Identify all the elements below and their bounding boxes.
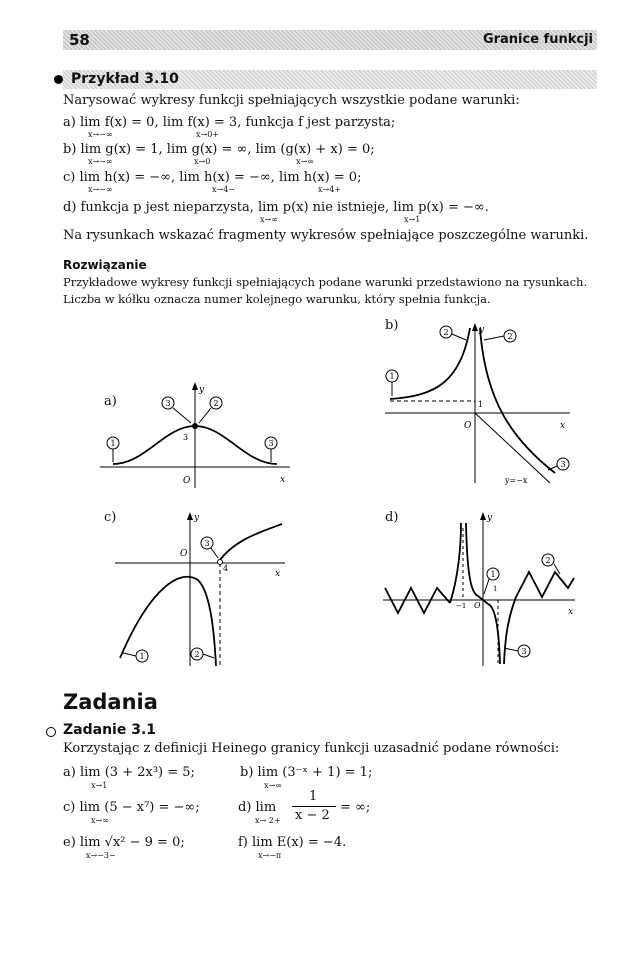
task-circle-icon <box>46 727 56 737</box>
condition-c-sub: x→4+ <box>318 185 342 194</box>
tick-pos-label: 1 <box>493 585 498 593</box>
page-header <box>63 30 597 50</box>
marker: 3 <box>268 439 274 448</box>
condition-d-sub: x→1 <box>404 215 421 224</box>
task-title: Zadanie 3.1 <box>63 722 157 738</box>
task-d-frac-num: 1 <box>309 789 318 804</box>
task-d-frac-den: x − 2 <box>295 808 330 823</box>
task-e: e) lim √x² − 9 = 0; <box>63 835 185 850</box>
condition-d-sub: x→∞ <box>260 215 278 224</box>
y-axis-label: y <box>199 385 205 395</box>
figure-a-label: a) <box>104 394 117 409</box>
task-d-tail: = ∞; <box>340 800 371 815</box>
value-label: 4 <box>223 564 229 573</box>
tick-neg-label: −1 <box>456 602 467 610</box>
marker: 1 <box>110 439 116 448</box>
condition-c: c) lim h(x) = −∞, lim h(x) = −∞, lim h(x) = 0; <box>63 170 362 185</box>
figure-a <box>95 380 295 490</box>
y-axis-label: y <box>479 325 485 335</box>
task-a-sub: x→1 <box>91 781 108 790</box>
section-title: Granice funkcji <box>482 32 593 47</box>
figure-b <box>380 318 580 488</box>
x-axis-label: x <box>568 607 574 617</box>
solution-text: Liczba w kółku oznacza numer kolejnego warunku, który spełnia funkcja. <box>63 292 491 306</box>
y-axis-label: y <box>487 513 493 523</box>
condition-c-sub: x→−∞ <box>88 185 113 194</box>
solution-heading: Rozwiązanie <box>63 258 147 272</box>
task-d: d) lim <box>238 800 277 815</box>
tasks-heading: Zadania <box>63 690 158 714</box>
condition-b-sub: x→∞ <box>296 157 314 166</box>
origin-label: O <box>474 601 481 610</box>
origin-label: O <box>180 549 188 559</box>
marker: 1 <box>490 570 496 579</box>
marker: 2 <box>443 328 449 337</box>
origin-label: O <box>464 421 472 431</box>
example-intro: Narysować wykresy funkcji spełniających wszystkie podane warunki: <box>63 93 520 108</box>
task-b: b) lim (3⁻ˣ + 1) = 1; <box>240 765 373 780</box>
condition-b-sub: x→0 <box>194 157 211 166</box>
task-c: c) lim (5 − x⁷) = −∞; <box>63 800 200 815</box>
condition-a-sub: x→−∞ <box>88 130 113 139</box>
example-heading <box>63 70 597 89</box>
task-f-sub: x→−π <box>258 851 282 860</box>
condition-a-sub: x→0+ <box>196 130 220 139</box>
solution-text: Przykładowe wykresy funkcji spełniających podane warunki przedstawiono na rysunkach. <box>63 275 588 289</box>
marker: 3 <box>204 539 210 548</box>
task-f: f) lim E(x) = −4. <box>238 835 347 850</box>
figure-d-label: d) <box>385 510 399 525</box>
condition-b-sub: x→−∞ <box>88 157 113 166</box>
x-axis-label: x <box>560 421 566 431</box>
asymptote-label: y=−x <box>505 476 528 485</box>
page-number: 58 <box>69 31 90 49</box>
figure-b-label: b) <box>385 318 399 333</box>
bullet-icon <box>54 75 63 84</box>
condition-b: b) lim g(x) = 1, lim g(x) = ∞, lim (g(x) + x) = 0; <box>63 142 375 157</box>
example-title: Przykład 3.10 <box>71 71 179 87</box>
task-b-sub: x→∞ <box>264 781 282 790</box>
marker: 2 <box>194 650 200 659</box>
example-instruction: Na rysunkach wskazać fragmenty wykresów spełniające poszczególne warunki. <box>63 228 589 243</box>
marker: 2 <box>545 556 551 565</box>
marker: 3 <box>521 647 527 656</box>
condition-c-sub: x→4− <box>212 185 236 194</box>
value-label: 3 <box>183 433 189 442</box>
marker: 2 <box>213 399 219 408</box>
x-axis-label: x <box>275 569 281 579</box>
fraction-bar <box>292 806 336 807</box>
marker: 1 <box>139 652 145 661</box>
y-axis-label: y <box>194 513 200 523</box>
condition-d: d) funkcja p jest nieparzysta, lim p(x) nie istnieje, lim p(x) = −∞. <box>63 200 489 215</box>
task-e-sub: x→−3− <box>86 851 116 860</box>
task-text: Korzystając z definicji Heinego granicy funkcji uzasadnić podane równości: <box>63 741 560 756</box>
figure-c <box>110 508 290 668</box>
marker: 2 <box>507 332 513 341</box>
figure-d <box>380 508 580 668</box>
task-c-sub: x→∞ <box>91 816 109 825</box>
origin-label: O <box>183 476 191 486</box>
task-a: a) lim (3 + 2x³) = 5; <box>63 765 195 780</box>
condition-a: a) lim f(x) = 0, lim f(x) = 3, funkcja f jest parzysta; <box>63 115 396 130</box>
marker: 3 <box>165 399 171 408</box>
figure-c-label: c) <box>104 510 117 525</box>
marker: 3 <box>560 460 566 469</box>
value-label: 1 <box>478 400 484 409</box>
x-axis-label: x <box>280 475 286 485</box>
marker: 1 <box>389 372 395 381</box>
task-d-sub: x→ 2+ <box>255 816 281 825</box>
